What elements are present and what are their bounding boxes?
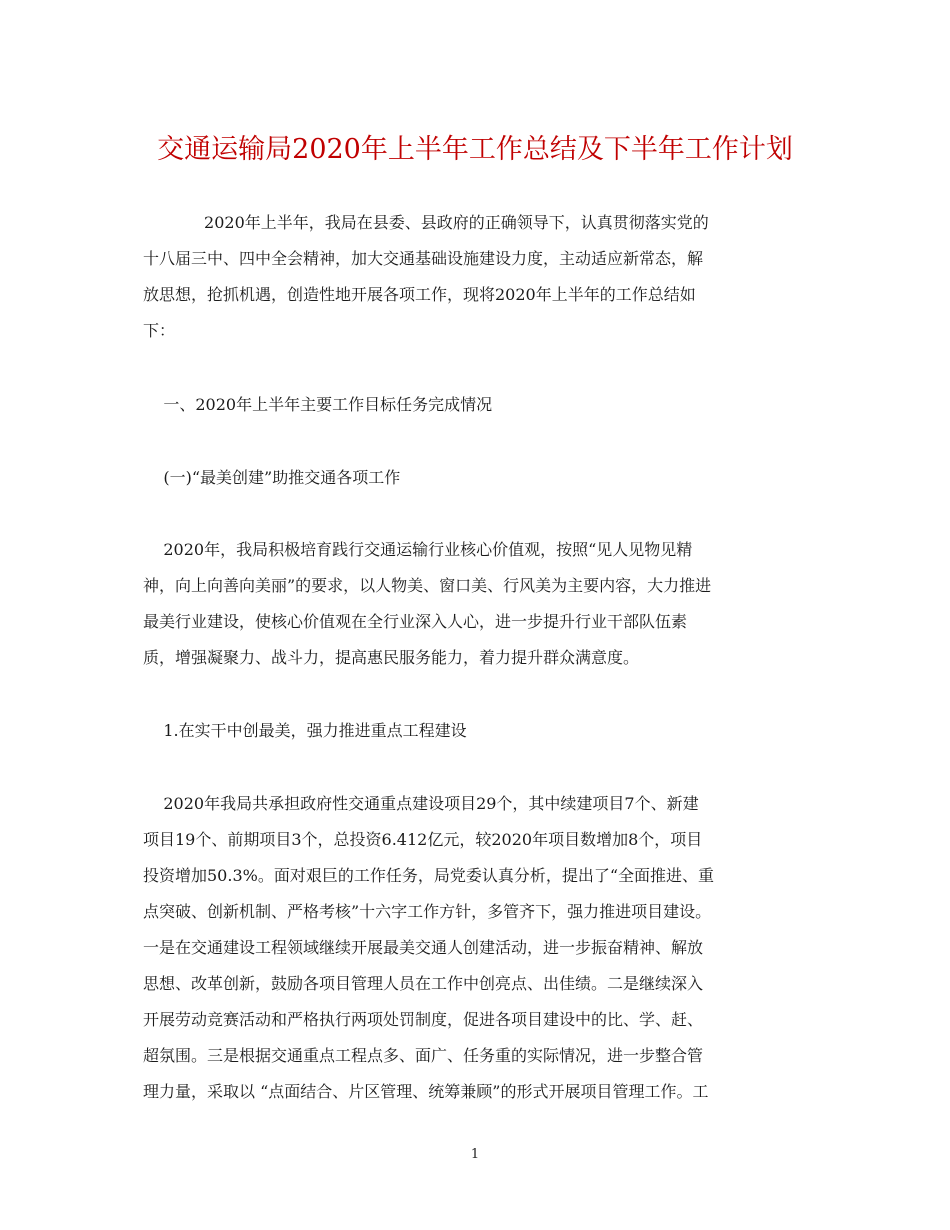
item-line: 超氛围。三是根据交通重点工程点多、面广、任务重的实际情况，进一步整合管 (143, 1046, 704, 1065)
item-line: 思想、改革创新，鼓励各项目管理人员在工作中创亮点、出佳绩。二是继续深入 (143, 974, 704, 993)
item-line: 投资增加50.3%。面对艰巨的工作任务，局党委认真分析，提出了“全面推进、重 (143, 866, 715, 885)
intro-line: 十八届三中、四中全会精神，加大交通基础设施建设力度，主动适应新常态，解 (143, 249, 704, 268)
item-line: 一是在交通建设工程领域继续开展最美交通人创建活动，进一步振奋精神、解放 (143, 938, 704, 957)
item-line: 项目19个、前期项目3个，总投资6.412亿元，较2020年项目数增加8个，项目 (143, 830, 703, 849)
section-heading: 一、2020年上半年主要工作目标任务完成情况 (143, 395, 493, 414)
item-paragraph (143, 786, 805, 1110)
intro-line: 2020年上半年，我局在县委、县政府的正确领导下，认真贯彻落实党的 (143, 213, 709, 232)
item-line: 理力量，采取以 “点面结合、片区管理、统筹兼顾”的形式开展项目管理工作。工 (143, 1082, 709, 1101)
document-title: 交通运输局2020年上半年工作总结及下半年工作计划 (157, 134, 793, 165)
item-heading: 1.在实干中创最美，强力推进重点工程建设 (143, 721, 467, 740)
page-number: 1 (470, 1147, 480, 1162)
item-line: 点突破、创新机制、严格考核”十六字工作方针，多管齐下，强力推进项目建设。 (143, 902, 712, 921)
intro-paragraph (143, 205, 805, 349)
subsection-heading: (一)“最美创建”助推交通各项工作 (143, 468, 401, 487)
subsection-line: 质，增强凝聚力、战斗力，提高惠民服务能力，着力提升群众满意度。 (143, 648, 640, 667)
item-line: 2020年我局共承担政府性交通重点建设项目29个，其中续建项目7个、新建 (143, 794, 699, 813)
intro-line: 放思想，抢抓机遇，创造性地开展各项工作，现将2020年上半年的工作总结如 (143, 285, 696, 304)
subsection-line: 最美行业建设，使核心价值观在全行业深入人心，进一步提升行业干部队伍素 (143, 612, 688, 631)
item-line: 开展劳动竞赛活动和严格执行两项处罚制度，促进各项目建设中的比、学、赶、 (143, 1010, 704, 1029)
subsection-line: 神，向上向善向美丽”的要求，以人物美、窗口美、行风美为主要内容，大力推进 (143, 576, 712, 595)
subsection-paragraph (143, 532, 805, 676)
subsection-line: 2020年，我局积极培育践行交通运输行业核心价值观，按照“见人见物见精 (143, 540, 693, 559)
intro-line: 下： (143, 321, 176, 340)
